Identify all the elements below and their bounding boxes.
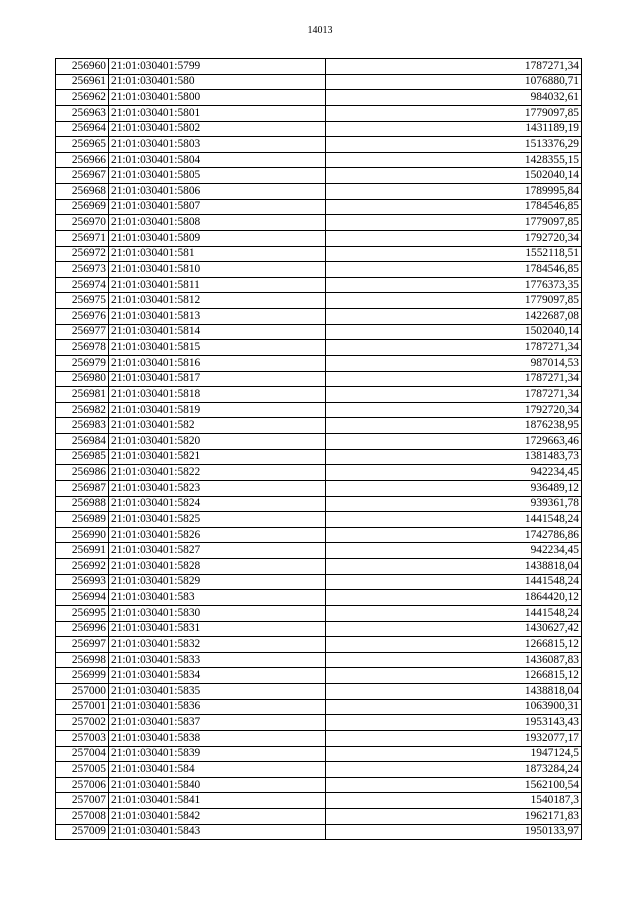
cadastral-number-cell: 21:01:030401:5822: [109, 465, 326, 481]
table-row: [56, 449, 582, 465]
value-cell: 1076880,71: [326, 74, 582, 90]
value-cell: 1864420,12: [326, 590, 582, 606]
table-row: [56, 559, 582, 575]
cadastral-number-cell: 21:01:030401:5829: [109, 574, 326, 590]
value-cell: 1787271,34: [326, 371, 582, 387]
cadastral-number-cell: 21:01:030401:5832: [109, 637, 326, 653]
cadastral-number-cell: 21:01:030401:5807: [109, 199, 326, 215]
value-cell: 1873284,24: [326, 762, 582, 778]
table-row: [56, 199, 582, 215]
table-row: [56, 465, 582, 481]
value-cell: 1422687,08: [326, 309, 582, 325]
cadastral-number-cell: 21:01:030401:584: [109, 762, 326, 778]
row-number-cell: 256969: [56, 199, 109, 215]
value-cell: 1428355,15: [326, 152, 582, 168]
value-cell: 1787271,34: [326, 387, 582, 403]
cadastral-number-cell: 21:01:030401:5827: [109, 543, 326, 559]
cadastral-number-cell: 21:01:030401:5801: [109, 105, 326, 121]
table-row: [56, 762, 582, 778]
cadastral-number-cell: 21:01:030401:583: [109, 590, 326, 606]
table-row: [56, 434, 582, 450]
row-number-cell: 256974: [56, 277, 109, 293]
value-cell: 1779097,85: [326, 215, 582, 231]
table-row: [56, 793, 582, 809]
cadastral-number-cell: 21:01:030401:5837: [109, 715, 326, 731]
cadastral-number-cell: 21:01:030401:5815: [109, 340, 326, 356]
row-number-cell: 256978: [56, 340, 109, 356]
row-number-cell: 256997: [56, 637, 109, 653]
row-number-cell: 256967: [56, 168, 109, 184]
value-cell: 1792720,34: [326, 402, 582, 418]
table-row: [56, 59, 582, 75]
row-number-cell: 256995: [56, 605, 109, 621]
table-row: [56, 355, 582, 371]
table-row: [56, 824, 582, 840]
row-number-cell: 256980: [56, 371, 109, 387]
cadastral-number-cell: 21:01:030401:5838: [109, 730, 326, 746]
value-cell: 1784546,85: [326, 199, 582, 215]
cadastral-number-cell: 21:01:030401:5824: [109, 496, 326, 512]
value-cell: 1430627,42: [326, 621, 582, 637]
row-number-cell: 257008: [56, 809, 109, 825]
table-row: [56, 137, 582, 153]
cadastral-number-cell: 21:01:030401:5817: [109, 371, 326, 387]
cadastral-number-cell: 21:01:030401:5799: [109, 59, 326, 75]
cadastral-number-cell: 21:01:030401:5831: [109, 621, 326, 637]
cadastral-number-cell: 21:01:030401:5830: [109, 605, 326, 621]
value-cell: 1789995,84: [326, 184, 582, 200]
row-number-cell: 256989: [56, 512, 109, 528]
row-number-cell: 256970: [56, 215, 109, 231]
value-cell: 1431189,19: [326, 121, 582, 137]
table-row: [56, 324, 582, 340]
value-cell: 1502040,14: [326, 168, 582, 184]
table-row: [56, 309, 582, 325]
table-row: [56, 340, 582, 356]
row-number-cell: 256987: [56, 480, 109, 496]
table-row: [56, 480, 582, 496]
value-cell: 1063900,31: [326, 699, 582, 715]
page-number: 14013: [307, 25, 333, 36]
cadastral-number-cell: 21:01:030401:5800: [109, 90, 326, 106]
cadastral-number-cell: 21:01:030401:5818: [109, 387, 326, 403]
cadastral-number-cell: 21:01:030401:5812: [109, 293, 326, 309]
row-number-cell: 256996: [56, 621, 109, 637]
value-cell: 1947124,5: [326, 746, 582, 762]
row-number-cell: 256990: [56, 527, 109, 543]
cadastral-number-cell: 21:01:030401:5841: [109, 793, 326, 809]
cadastral-number-cell: 21:01:030401:5809: [109, 230, 326, 246]
cadastral-number-cell: 21:01:030401:5840: [109, 777, 326, 793]
table-row: [56, 418, 582, 434]
table-row: [56, 605, 582, 621]
table-row: [56, 699, 582, 715]
cadastral-number-cell: 21:01:030401:5814: [109, 324, 326, 340]
row-number-cell: 256977: [56, 324, 109, 340]
cadastral-number-cell: 21:01:030401:5820: [109, 434, 326, 450]
row-number-cell: 256962: [56, 90, 109, 106]
row-number-cell: 257007: [56, 793, 109, 809]
cadastral-number-cell: 21:01:030401:5808: [109, 215, 326, 231]
table-row: [56, 512, 582, 528]
row-number-cell: 256985: [56, 449, 109, 465]
value-cell: 1562100,54: [326, 777, 582, 793]
table-row: [56, 121, 582, 137]
cadastral-number-cell: 21:01:030401:5810: [109, 262, 326, 278]
cadastral-number-cell: 21:01:030401:5806: [109, 184, 326, 200]
value-cell: 1876238,95: [326, 418, 582, 434]
table-row: [56, 809, 582, 825]
row-number-cell: 256960: [56, 59, 109, 75]
cadastral-number-cell: 21:01:030401:5826: [109, 527, 326, 543]
table-row: [56, 168, 582, 184]
cadastral-number-cell: 21:01:030401:5813: [109, 309, 326, 325]
value-cell: 1776373,35: [326, 277, 582, 293]
value-cell: 1729663,46: [326, 434, 582, 450]
value-cell: 1266815,12: [326, 637, 582, 653]
table-body: [56, 59, 582, 840]
row-number-cell: 257009: [56, 824, 109, 840]
row-number-cell: 256964: [56, 121, 109, 137]
cadastral-number-cell: 21:01:030401:5805: [109, 168, 326, 184]
value-cell: 1441548,24: [326, 512, 582, 528]
cadastral-number-cell: 21:01:030401:582: [109, 418, 326, 434]
table-row: [56, 730, 582, 746]
row-number-cell: 256988: [56, 496, 109, 512]
row-number-cell: 256961: [56, 74, 109, 90]
value-cell: 936489,12: [326, 480, 582, 496]
value-cell: 1513376,29: [326, 137, 582, 153]
row-number-cell: 256966: [56, 152, 109, 168]
table-row: [56, 746, 582, 762]
cadastral-number-cell: 21:01:030401:581: [109, 246, 326, 262]
row-number-cell: 256998: [56, 652, 109, 668]
cadastral-number-cell: 21:01:030401:5828: [109, 559, 326, 575]
cadastral-number-cell: 21:01:030401:5811: [109, 277, 326, 293]
table-row: [56, 590, 582, 606]
row-number-cell: 256975: [56, 293, 109, 309]
value-cell: 1502040,14: [326, 324, 582, 340]
cadastral-number-cell: 21:01:030401:580: [109, 74, 326, 90]
value-cell: 1552118,51: [326, 246, 582, 262]
cadastral-number-cell: 21:01:030401:5842: [109, 809, 326, 825]
table-row: [56, 402, 582, 418]
value-cell: 1441548,24: [326, 574, 582, 590]
value-cell: 1438818,04: [326, 559, 582, 575]
table-row: [56, 262, 582, 278]
cadastral-number-cell: 21:01:030401:5823: [109, 480, 326, 496]
value-cell: 1792720,34: [326, 230, 582, 246]
value-cell: 987014,53: [326, 355, 582, 371]
value-cell: 1381483,73: [326, 449, 582, 465]
table-row: [56, 637, 582, 653]
table-row: [56, 74, 582, 90]
value-cell: 984032,61: [326, 90, 582, 106]
cadastral-number-cell: 21:01:030401:5816: [109, 355, 326, 371]
row-number-cell: 256983: [56, 418, 109, 434]
table-row: [56, 152, 582, 168]
row-number-cell: 256963: [56, 105, 109, 121]
row-number-cell: 256982: [56, 402, 109, 418]
table-row: [56, 574, 582, 590]
table-row: [56, 621, 582, 637]
row-number-cell: 256984: [56, 434, 109, 450]
cadastral-number-cell: 21:01:030401:5804: [109, 152, 326, 168]
table-row: [56, 527, 582, 543]
row-number-cell: 256981: [56, 387, 109, 403]
value-cell: 1266815,12: [326, 668, 582, 684]
value-cell: 1962171,83: [326, 809, 582, 825]
cadastral-number-cell: 21:01:030401:5839: [109, 746, 326, 762]
value-cell: 1953143,43: [326, 715, 582, 731]
cadastral-number-cell: 21:01:030401:5833: [109, 652, 326, 668]
value-cell: 1787271,34: [326, 340, 582, 356]
data-table: [55, 58, 582, 840]
cadastral-number-cell: 21:01:030401:5825: [109, 512, 326, 528]
row-number-cell: 257000: [56, 684, 109, 700]
row-number-cell: 257003: [56, 730, 109, 746]
value-cell: 1436087,83: [326, 652, 582, 668]
cadastral-number-cell: 21:01:030401:5843: [109, 824, 326, 840]
cadastral-number-cell: 21:01:030401:5836: [109, 699, 326, 715]
row-number-cell: 256968: [56, 184, 109, 200]
table-row: [56, 371, 582, 387]
table-row: [56, 668, 582, 684]
row-number-cell: 257001: [56, 699, 109, 715]
row-number-cell: 257002: [56, 715, 109, 731]
table-row: [56, 715, 582, 731]
value-cell: 1784546,85: [326, 262, 582, 278]
value-cell: 1540187,3: [326, 793, 582, 809]
value-cell: 1441548,24: [326, 605, 582, 621]
value-cell: 942234,45: [326, 465, 582, 481]
row-number-cell: 256994: [56, 590, 109, 606]
cadastral-number-cell: 21:01:030401:5803: [109, 137, 326, 153]
cadastral-number-cell: 21:01:030401:5835: [109, 684, 326, 700]
table-row: [56, 496, 582, 512]
row-number-cell: 256965: [56, 137, 109, 153]
row-number-cell: 256993: [56, 574, 109, 590]
table-row: [56, 293, 582, 309]
row-number-cell: 256991: [56, 543, 109, 559]
row-number-cell: 256972: [56, 246, 109, 262]
value-cell: 942234,45: [326, 543, 582, 559]
value-cell: 1742786,86: [326, 527, 582, 543]
table-row: [56, 215, 582, 231]
cadastral-number-cell: 21:01:030401:5819: [109, 402, 326, 418]
row-number-cell: 256992: [56, 559, 109, 575]
row-number-cell: 256979: [56, 355, 109, 371]
value-cell: 1779097,85: [326, 293, 582, 309]
value-cell: 1950133,97: [326, 824, 582, 840]
table-row: [56, 277, 582, 293]
table-row: [56, 387, 582, 403]
row-number-cell: 256976: [56, 309, 109, 325]
row-number-cell: 257005: [56, 762, 109, 778]
cadastral-number-cell: 21:01:030401:5821: [109, 449, 326, 465]
table-row: [56, 105, 582, 121]
cadastral-number-cell: 21:01:030401:5802: [109, 121, 326, 137]
value-cell: 1779097,85: [326, 105, 582, 121]
row-number-cell: 257004: [56, 746, 109, 762]
row-number-cell: 257006: [56, 777, 109, 793]
value-cell: 939361,78: [326, 496, 582, 512]
row-number-cell: 256971: [56, 230, 109, 246]
table-row: [56, 184, 582, 200]
row-number-cell: 256973: [56, 262, 109, 278]
table-row: [56, 543, 582, 559]
value-cell: 1787271,34: [326, 59, 582, 75]
table-row: [56, 90, 582, 106]
row-number-cell: 256986: [56, 465, 109, 481]
row-number-cell: 256999: [56, 668, 109, 684]
table-row: [56, 230, 582, 246]
table-row: [56, 652, 582, 668]
value-cell: 1438818,04: [326, 684, 582, 700]
cadastral-number-cell: 21:01:030401:5834: [109, 668, 326, 684]
table-row: [56, 777, 582, 793]
table-row: [56, 246, 582, 262]
value-cell: 1932077,17: [326, 730, 582, 746]
table-row: [56, 684, 582, 700]
